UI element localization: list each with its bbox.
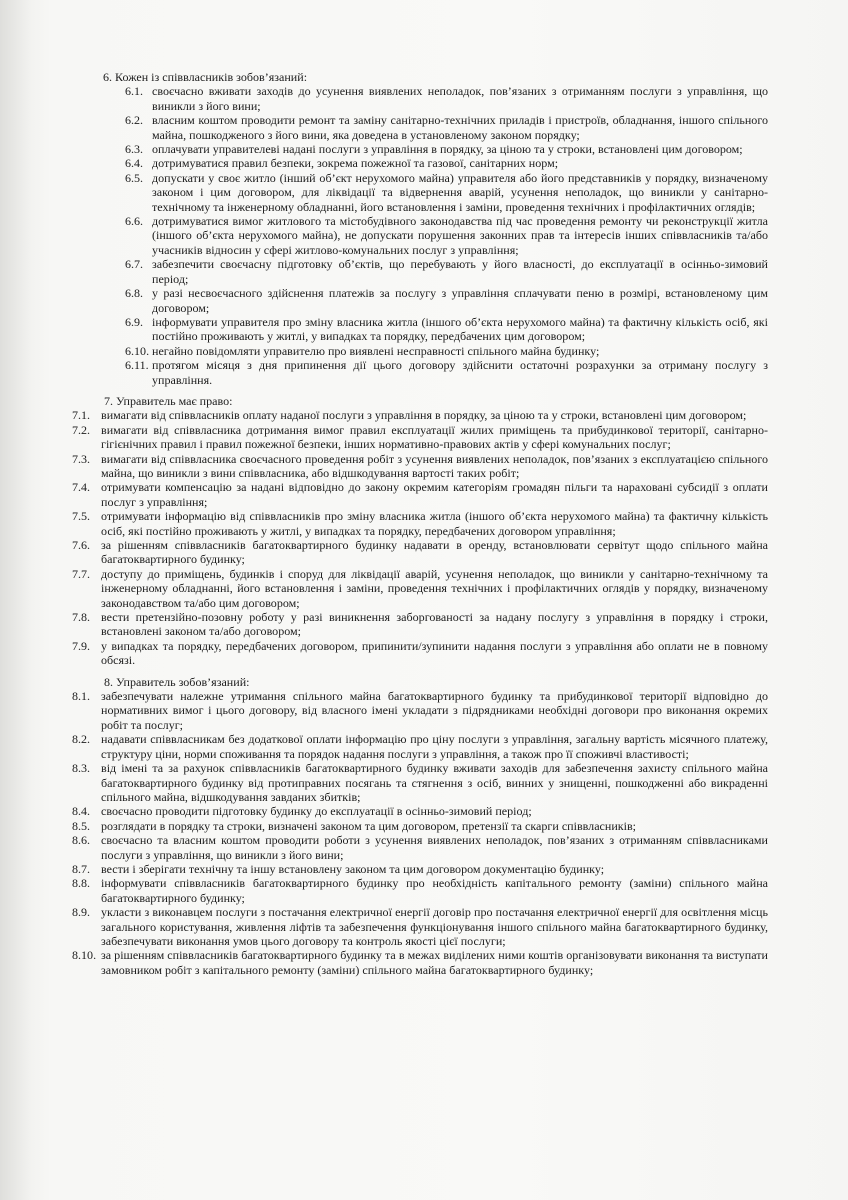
clause-number: 6.3.: [125, 142, 144, 157]
clause-text: своєчасно проводити підготовку будинку до експлуатації в осінньо-зимовий період;: [101, 804, 532, 819]
clause-text: допускати у своє житло (інший об’єкт нерухомого майна) управителя або його представників у порядку, визначеному законом і цим договором, для ліквідації та відвернення аварій, усунення неполадок, що виникли у санітарно-технічному та інженерному обладнанні, його встановлення і заміни, проведення технічних і профілактичних оглядів;: [152, 170, 768, 214]
clause-item: [78, 171, 768, 214]
clause-number: 6.7.: [125, 257, 144, 272]
document-body: [72, 70, 768, 977]
clause-item: [78, 315, 768, 344]
clause-text: розглядати в порядку та строки, визначені законом та цим договором, претензії та скарги співвласників;: [101, 818, 637, 833]
clause-text: вимагати від співвласника своєчасного проведення робіт з усунення виявлених неполадок, пов’язаних з експлуатацією спільного майна, що виникли з вини співвласника, або відшкодування вартості таких робіт;: [101, 451, 768, 480]
clause-number: 7.8.: [72, 610, 91, 625]
clause-text: отримувати компенсацію за надані відповідно до закону окремим категоріям громадян пільги та нараховані субсидії з оплати послуг з управління;: [101, 480, 768, 509]
section-8-list: [72, 689, 768, 977]
clause-number: 8.6.: [72, 833, 91, 848]
clause-text: надавати співвласникам без додаткової оплати інформацію про ціну послуги з управління, загальну вартість місячного платежу, структуру ціни, норми споживання та порядок надання послуги з управління, а також про її споживчі властивості;: [101, 732, 768, 761]
section-6-heading: 6. Кожен із співвласників зобов’язаний:: [103, 70, 308, 84]
clause-text: вимагати від співвласників оплату наданої послуги з управління в порядку, за ціною та у строки, встановлені цим договором;: [101, 408, 747, 423]
clause-number: 8.4.: [72, 804, 91, 819]
clause-number: 8.7.: [72, 861, 91, 876]
clause-number: 7.9.: [72, 638, 91, 653]
clause-text: вести претензійно-позовну роботу у разі виникнення заборгованості за надану послугу з управління в порядку і строки, встановлені законом та/або договором;: [101, 610, 768, 639]
clause-item: [72, 408, 768, 423]
clause-number: 7.1.: [72, 408, 91, 423]
clause-item: [72, 689, 768, 732]
clause-text: забезпечувати належне утримання спільного майна багатоквартирного будинку та прибудинкової території відповідно до нормативних вимог і цього договору, від власного імені укладати з підрядниками необхідні договори про виконання окремих робіт та послуг;: [101, 689, 768, 732]
clause-item: [72, 905, 768, 948]
clause-item: [78, 214, 768, 257]
clause-item: [72, 948, 768, 977]
section-7-list: [72, 408, 768, 668]
clause-text: протягом місяця з дня припинення дії цього договору здійснити остаточні розрахунки за отриману послугу з управління.: [152, 358, 768, 387]
clause-number: 7.4.: [72, 480, 91, 495]
clause-item: [72, 480, 768, 509]
clause-item: [72, 566, 768, 610]
clause-number: 7.6.: [72, 538, 91, 552]
clause-number: 8.5.: [72, 818, 91, 833]
clause-number: 6.9.: [125, 314, 144, 329]
clause-text: негайно повідомляти управителю про виявлені несправності спільного майна будинку;: [152, 343, 600, 358]
clause-number: 6.10.: [125, 343, 150, 358]
clause-text: від імені та за рахунок співвласників багатоквартирного будинку вживати заходів для забезпечення захисту спільного майна багатоквартирного будинку від протиправних посягань та стягнення з осіб, винних у знищенні, пошкодженні або викраденні спільного майна, відшкодування завданих збитків;: [101, 761, 768, 804]
section-7-heading: 7. Управитель має право:: [104, 393, 233, 408]
clause-number: 7.5.: [72, 509, 91, 524]
clause-text: доступу до приміщень, будинків і споруд для ліквідації аварій, усунення неполадок, що виникли у санітарно-технічному та інженерному обладнанні, його встановлення і заміни, проведення технічних і профілактичних оглядів у порядку, визначеному законодавством та/або цим договором;: [101, 566, 768, 610]
clause-item: [72, 732, 768, 761]
clause-text: у випадках та порядку, передбачених договором, припинити/зупинити надання послуги з управління або оплати не в повному обсязі.: [101, 638, 768, 668]
clause-number: 6.5.: [125, 170, 144, 185]
clause-number: 7.3.: [72, 451, 91, 466]
clause-number: 8.2.: [72, 732, 91, 747]
clause-text: вимагати від співвласника дотримання вимог правил експлуатації жилих приміщень та прибудинкової території, санітарно-гігієнічних правил і правил пожежної безпеки, інших нормативно-правових актів у сфері комунальних послуг;: [101, 422, 768, 452]
clause-text: за рішенням співвласників багатоквартирного будинку надавати в оренду, встановлювати сервітут щодо спільного майна багатоквартирного будинку;: [101, 538, 768, 567]
clause-number: 6.2.: [125, 113, 144, 128]
clause-text: за рішенням співвласників багатоквартирного будинку та в межах виділених ними коштів організовувати виконання та виступати замовником робіт з капітального ремонту (заміни) спільного майна багатоквартирного будинку;: [101, 948, 768, 977]
clause-item: [78, 142, 768, 156]
clause-item: [72, 638, 768, 668]
section-6: [78, 70, 768, 387]
clause-number: 8.9.: [72, 905, 91, 920]
clause-text: своєчасно вживати заходів до усунення виявлених неполадок, пов’язаних з отриманням послуги з управління, що виникли з його вини;: [152, 84, 768, 113]
clause-text: оплачувати управителеві надані послуги з управління в порядку, за ціною та у строки, встановлені цим договором;: [152, 142, 743, 157]
clause-number: 6.8.: [125, 286, 144, 301]
clause-item: [72, 451, 768, 481]
clause-item: [72, 833, 768, 862]
clause-number: 8.10.: [72, 948, 97, 963]
clause-text: у разі несвоєчасного здійснення платежів за послугу з управління сплачувати пеню в розмірі, встановленому цим договором;: [152, 286, 768, 315]
clause-text: дотримуватися правил безпеки, зокрема пожежної та газової, санітарних норм;: [152, 156, 559, 171]
clause-item: [78, 84, 768, 113]
clause-number: 7.2.: [72, 422, 91, 437]
clause-item: [72, 818, 768, 833]
clause-text: власним коштом проводити ремонт та заміну санітарно-технічних приладів і пристроїв, обладнання, іншого спільного майна, пошкодженого з його вини, яка доведена в установленому законом порядку;: [152, 113, 768, 142]
clause-item: [72, 610, 768, 639]
clause-text: забезпечити своєчасну підготовку об’єктів, що перебувають у його власності, до експлуатації в осінньо-зимовий період;: [152, 257, 768, 286]
clause-item: [72, 861, 768, 876]
clause-number: 8.8.: [72, 876, 91, 891]
clause-number: 8.1.: [72, 689, 91, 704]
page-fold-shadow: [0, 0, 32, 1200]
clause-item: [78, 344, 768, 358]
clause-text: своєчасно та власним коштом проводити роботи з усунення виявлених неполадок, пов’язаних з отриманням співвласниками послуги з управління, що виникли з його вини;: [101, 833, 768, 862]
clause-item: [72, 422, 768, 452]
clause-item: [78, 257, 768, 286]
clause-text: інформувати управителя про зміну власника житла (іншого об’єкта нерухомого майна) та фактичну кількість осіб, які постійно проживають у житлі, у випадках та порядку, передбачених цим договором;: [152, 314, 768, 344]
clause-number: 7.7.: [72, 566, 91, 581]
clause-item: [78, 113, 768, 142]
clause-item: [78, 358, 768, 387]
clause-number: 6.11.: [125, 358, 149, 373]
clause-text: укласти з виконавцем послуги з постачання електричної енергії договір про постачання електричної енергії для освітлення місць загального користування, живлення ліфтів та забезпечення функціонування іншого спільного майна багатоквартирного будинку, забезпечувати виконання умов цього договору та контроль якості цієї послуги;: [101, 905, 768, 948]
clause-item: [72, 509, 768, 538]
clause-item: [78, 286, 768, 315]
clause-item: [78, 156, 768, 170]
clause-text: дотримуватися вимог житлового та містобудівного законодавства під час проведення ремонту чи реконструкції житла (іншого об’єкта нерухомого майна), не допускати порушення законних прав та інтересів інших співвласників та/або учасників відносин у сфері житлово-комунальних послуг з управління;: [152, 214, 768, 257]
section-6-list: [78, 84, 768, 387]
clause-item: [72, 761, 768, 804]
section-8: [72, 674, 768, 978]
clause-number: 6.4.: [125, 156, 144, 171]
clause-number: 8.3.: [72, 761, 91, 776]
clause-number: 6.1.: [125, 84, 144, 99]
section-7: [72, 393, 768, 668]
clause-item: [72, 804, 768, 819]
clause-item: [72, 876, 768, 905]
clause-number: 6.6.: [125, 214, 144, 229]
clause-text: вести і зберігати технічну та іншу встановлену законом та цим договором документацію будинку;: [101, 861, 605, 876]
clause-item: [72, 538, 768, 567]
clause-text: отримувати інформацію від співвласників про зміну власника житла (іншого об’єкта нерухомого майна) та фактичну кількість осіб, які постійно проживають у житлі, у випадках та порядку, передбачених договором управління;: [101, 509, 768, 538]
clause-text: інформувати співвласників багатоквартирного будинку про необхідність капітального ремонту (заміни) спільного майна багатоквартирного будинку;: [101, 876, 768, 905]
section-8-heading: 8. Управитель зобов’язаний:: [104, 674, 250, 689]
